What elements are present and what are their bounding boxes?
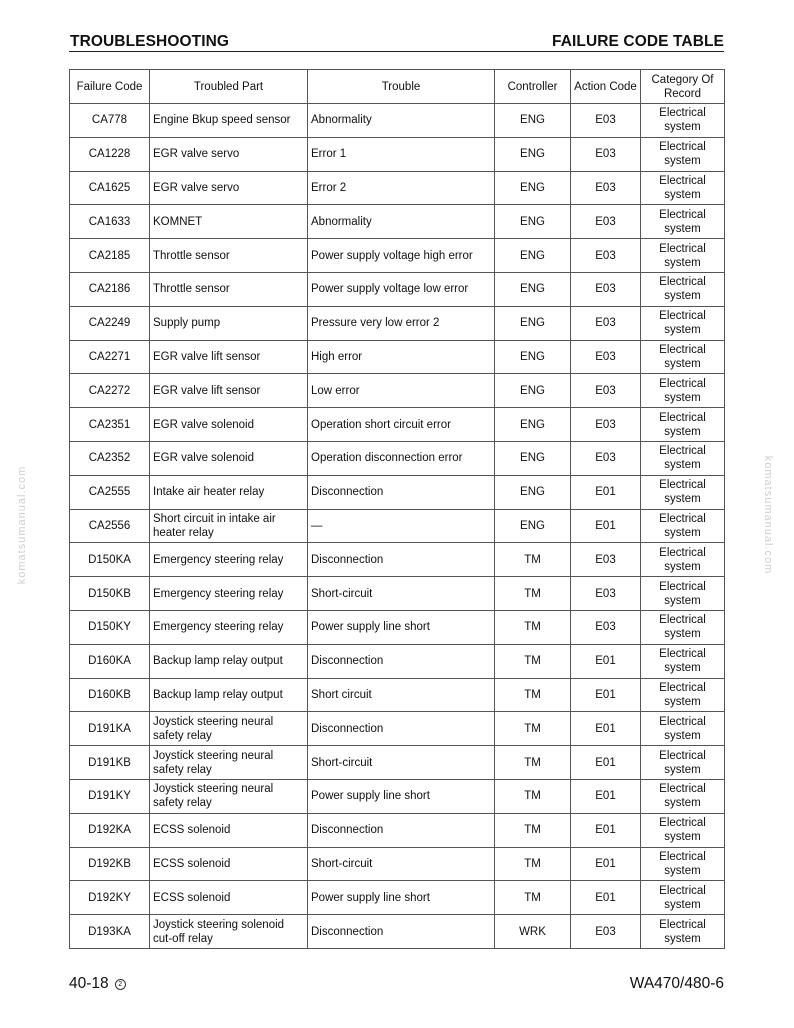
cell-controller: TM xyxy=(495,881,571,915)
cell-controller: WRK xyxy=(495,915,571,949)
table-row xyxy=(70,881,725,915)
cell-troubled-part: Joystick steering neural safety relay xyxy=(150,712,308,746)
table-row xyxy=(70,678,725,712)
cell-controller: TM xyxy=(495,644,571,678)
cell-category: Electrical system xyxy=(641,408,725,442)
cell-failure-code: D191KA xyxy=(70,712,150,746)
table-row xyxy=(70,610,725,644)
cell-action-code: E03 xyxy=(571,374,641,408)
cell-troubled-part: Emergency steering relay xyxy=(150,543,308,577)
cell-controller: TM xyxy=(495,779,571,813)
cell-failure-code: D150KB xyxy=(70,577,150,611)
cell-category: Electrical system xyxy=(641,239,725,273)
table-row xyxy=(70,408,725,442)
table-row xyxy=(70,239,725,273)
table-header-row xyxy=(70,70,725,104)
table-row xyxy=(70,306,725,340)
cell-controller: ENG xyxy=(495,137,571,171)
cell-category: Electrical system xyxy=(641,137,725,171)
cell-failure-code: CA2555 xyxy=(70,475,150,509)
cell-trouble: Disconnection xyxy=(308,644,495,678)
cell-action-code: E01 xyxy=(571,847,641,881)
table-row xyxy=(70,712,725,746)
cell-category: Electrical system xyxy=(641,915,725,949)
cell-troubled-part: EGR valve servo xyxy=(150,171,308,205)
table-row xyxy=(70,915,725,949)
cell-troubled-part: Supply pump xyxy=(150,306,308,340)
cell-troubled-part: EGR valve solenoid xyxy=(150,408,308,442)
cell-action-code: E03 xyxy=(571,205,641,239)
cell-trouble: Power supply line short xyxy=(308,779,495,813)
cell-troubled-part: EGR valve lift sensor xyxy=(150,340,308,374)
cell-troubled-part: Joystick steering solenoid cut-off relay xyxy=(150,915,308,949)
cell-failure-code: D192KA xyxy=(70,813,150,847)
cell-controller: ENG xyxy=(495,509,571,543)
cell-action-code: E01 xyxy=(571,881,641,915)
cell-action-code: E03 xyxy=(571,441,641,475)
cell-failure-code: D191KB xyxy=(70,746,150,780)
revision-circle-icon: 2 xyxy=(115,979,126,990)
cell-troubled-part: Backup lamp relay output xyxy=(150,644,308,678)
cell-troubled-part: EGR valve servo xyxy=(150,137,308,171)
table-body xyxy=(70,104,725,949)
cell-controller: TM xyxy=(495,678,571,712)
cell-troubled-part: Emergency steering relay xyxy=(150,577,308,611)
cell-trouble: Operation short circuit error xyxy=(308,408,495,442)
cell-failure-code: D191KY xyxy=(70,779,150,813)
cell-action-code: E01 xyxy=(571,712,641,746)
cell-category: Electrical system xyxy=(641,374,725,408)
cell-category: Electrical system xyxy=(641,306,725,340)
cell-failure-code: D150KY xyxy=(70,610,150,644)
cell-failure-code: CA1633 xyxy=(70,205,150,239)
cell-category: Electrical system xyxy=(641,475,725,509)
column-header-trouble: Trouble xyxy=(308,70,495,104)
table-row xyxy=(70,340,725,374)
cell-troubled-part: ECSS solenoid xyxy=(150,847,308,881)
table-row xyxy=(70,543,725,577)
cell-trouble: Low error xyxy=(308,374,495,408)
cell-category: Electrical system xyxy=(641,610,725,644)
cell-controller: ENG xyxy=(495,272,571,306)
column-header-category: Category Of Record xyxy=(641,70,725,104)
cell-category: Electrical system xyxy=(641,813,725,847)
cell-category: Electrical system xyxy=(641,577,725,611)
cell-troubled-part: Emergency steering relay xyxy=(150,610,308,644)
cell-troubled-part: EGR valve solenoid xyxy=(150,441,308,475)
cell-troubled-part: KOMNET xyxy=(150,205,308,239)
cell-failure-code: D193KA xyxy=(70,915,150,949)
cell-controller: TM xyxy=(495,746,571,780)
cell-action-code: E01 xyxy=(571,779,641,813)
table-row xyxy=(70,441,725,475)
table-row xyxy=(70,137,725,171)
cell-category: Electrical system xyxy=(641,509,725,543)
cell-trouble: Error 2 xyxy=(308,171,495,205)
cell-troubled-part: Throttle sensor xyxy=(150,239,308,273)
cell-action-code: E01 xyxy=(571,746,641,780)
cell-category: Electrical system xyxy=(641,543,725,577)
cell-controller: TM xyxy=(495,577,571,611)
table-row xyxy=(70,104,725,138)
cell-troubled-part: Joystick steering neural safety relay xyxy=(150,779,308,813)
column-header-controller: Controller xyxy=(495,70,571,104)
table-row xyxy=(70,644,725,678)
table-row xyxy=(70,374,725,408)
cell-trouble: High error xyxy=(308,340,495,374)
cell-trouble: Disconnection xyxy=(308,543,495,577)
cell-trouble: Short-circuit xyxy=(308,746,495,780)
cell-category: Electrical system xyxy=(641,712,725,746)
cell-trouble: Power supply voltage high error xyxy=(308,239,495,273)
cell-controller: TM xyxy=(495,543,571,577)
cell-controller: TM xyxy=(495,610,571,644)
cell-category: Electrical system xyxy=(641,644,725,678)
cell-trouble: Abnormality xyxy=(308,104,495,138)
cell-controller: TM xyxy=(495,813,571,847)
cell-controller: ENG xyxy=(495,374,571,408)
cell-troubled-part: Engine Bkup speed sensor xyxy=(150,104,308,138)
cell-action-code: E01 xyxy=(571,644,641,678)
cell-trouble: Error 1 xyxy=(308,137,495,171)
cell-troubled-part: Backup lamp relay output xyxy=(150,678,308,712)
page-topic-title: FAILURE CODE TABLE xyxy=(551,33,724,50)
model-label: WA470/480-6 xyxy=(629,975,724,992)
cell-controller: ENG xyxy=(495,171,571,205)
cell-category: Electrical system xyxy=(641,746,725,780)
cell-trouble: Disconnection xyxy=(308,475,495,509)
cell-failure-code: D192KB xyxy=(70,847,150,881)
cell-action-code: E03 xyxy=(571,915,641,949)
cell-category: Electrical system xyxy=(641,205,725,239)
cell-action-code: E03 xyxy=(571,272,641,306)
cell-trouble: Short-circuit xyxy=(308,847,495,881)
cell-action-code: E01 xyxy=(571,475,641,509)
cell-controller: TM xyxy=(495,847,571,881)
watermark-right: komatsumanual.com xyxy=(762,455,774,575)
cell-failure-code: CA2556 xyxy=(70,509,150,543)
cell-trouble: Disconnection xyxy=(308,813,495,847)
cell-controller: ENG xyxy=(495,104,571,138)
cell-action-code: E03 xyxy=(571,577,641,611)
cell-failure-code: CA2351 xyxy=(70,408,150,442)
failure-code-table xyxy=(69,69,725,949)
column-header-failure-code: Failure Code xyxy=(70,70,150,104)
cell-category: Electrical system xyxy=(641,272,725,306)
table-row xyxy=(70,779,725,813)
page-number-text: 40-18 xyxy=(69,975,109,992)
table-row xyxy=(70,847,725,881)
cell-trouble: Power supply line short xyxy=(308,881,495,915)
cell-action-code: E01 xyxy=(571,509,641,543)
cell-trouble: — xyxy=(308,509,495,543)
page-header xyxy=(69,33,724,52)
table-row xyxy=(70,509,725,543)
cell-action-code: E03 xyxy=(571,543,641,577)
cell-failure-code: CA1625 xyxy=(70,171,150,205)
table-row xyxy=(70,171,725,205)
table-row xyxy=(70,813,725,847)
cell-troubled-part: EGR valve lift sensor xyxy=(150,374,308,408)
watermark-left: komatsumanual.com xyxy=(16,465,28,585)
cell-action-code: E03 xyxy=(571,104,641,138)
cell-category: Electrical system xyxy=(641,678,725,712)
cell-controller: ENG xyxy=(495,205,571,239)
table-row xyxy=(70,272,725,306)
cell-troubled-part: Short circuit in intake air heater relay xyxy=(150,509,308,543)
cell-controller: ENG xyxy=(495,408,571,442)
cell-trouble: Pressure very low error 2 xyxy=(308,306,495,340)
cell-trouble: Power supply line short xyxy=(308,610,495,644)
cell-failure-code: D160KA xyxy=(70,644,150,678)
cell-controller: ENG xyxy=(495,340,571,374)
cell-failure-code: D160KB xyxy=(70,678,150,712)
cell-category: Electrical system xyxy=(641,340,725,374)
table-row xyxy=(70,746,725,780)
column-header-action-code: Action Code xyxy=(571,70,641,104)
cell-failure-code: CA2249 xyxy=(70,306,150,340)
cell-failure-code: CA2272 xyxy=(70,374,150,408)
cell-trouble: Short-circuit xyxy=(308,577,495,611)
cell-failure-code: CA1228 xyxy=(70,137,150,171)
cell-failure-code: CA2186 xyxy=(70,272,150,306)
cell-trouble: Abnormality xyxy=(308,205,495,239)
cell-category: Electrical system xyxy=(641,171,725,205)
cell-action-code: E03 xyxy=(571,137,641,171)
cell-action-code: E03 xyxy=(571,306,641,340)
cell-category: Electrical system xyxy=(641,881,725,915)
cell-category: Electrical system xyxy=(641,104,725,138)
cell-failure-code: CA2271 xyxy=(70,340,150,374)
cell-action-code: E03 xyxy=(571,239,641,273)
table-row xyxy=(70,205,725,239)
cell-failure-code: D192KY xyxy=(70,881,150,915)
page-number xyxy=(69,975,126,993)
column-header-troubled-part: Troubled Part xyxy=(150,70,308,104)
cell-trouble: Disconnection xyxy=(308,915,495,949)
cell-action-code: E01 xyxy=(571,813,641,847)
cell-trouble: Power supply voltage low error xyxy=(308,272,495,306)
cell-troubled-part: Throttle sensor xyxy=(150,272,308,306)
cell-controller: ENG xyxy=(495,306,571,340)
cell-action-code: E03 xyxy=(571,610,641,644)
cell-troubled-part: Joystick steering neural safety relay xyxy=(150,746,308,780)
cell-category: Electrical system xyxy=(641,847,725,881)
cell-troubled-part: ECSS solenoid xyxy=(150,813,308,847)
cell-failure-code: CA2185 xyxy=(70,239,150,273)
cell-category: Electrical system xyxy=(641,441,725,475)
cell-controller: TM xyxy=(495,712,571,746)
cell-action-code: E03 xyxy=(571,171,641,205)
cell-failure-code: CA2352 xyxy=(70,441,150,475)
section-title: TROUBLESHOOTING xyxy=(70,33,230,50)
cell-failure-code: D150KA xyxy=(70,543,150,577)
cell-action-code: E03 xyxy=(571,340,641,374)
cell-controller: ENG xyxy=(495,239,571,273)
cell-trouble: Short circuit xyxy=(308,678,495,712)
cell-controller: ENG xyxy=(495,475,571,509)
cell-category: Electrical system xyxy=(641,779,725,813)
cell-failure-code: CA778 xyxy=(70,104,150,138)
cell-trouble: Disconnection xyxy=(308,712,495,746)
table-row xyxy=(70,475,725,509)
cell-troubled-part: Intake air heater relay xyxy=(150,475,308,509)
cell-trouble: Operation disconnection error xyxy=(308,441,495,475)
cell-action-code: E01 xyxy=(571,678,641,712)
cell-troubled-part: ECSS solenoid xyxy=(150,881,308,915)
cell-action-code: E03 xyxy=(571,408,641,442)
table-row xyxy=(70,577,725,611)
cell-controller: ENG xyxy=(495,441,571,475)
